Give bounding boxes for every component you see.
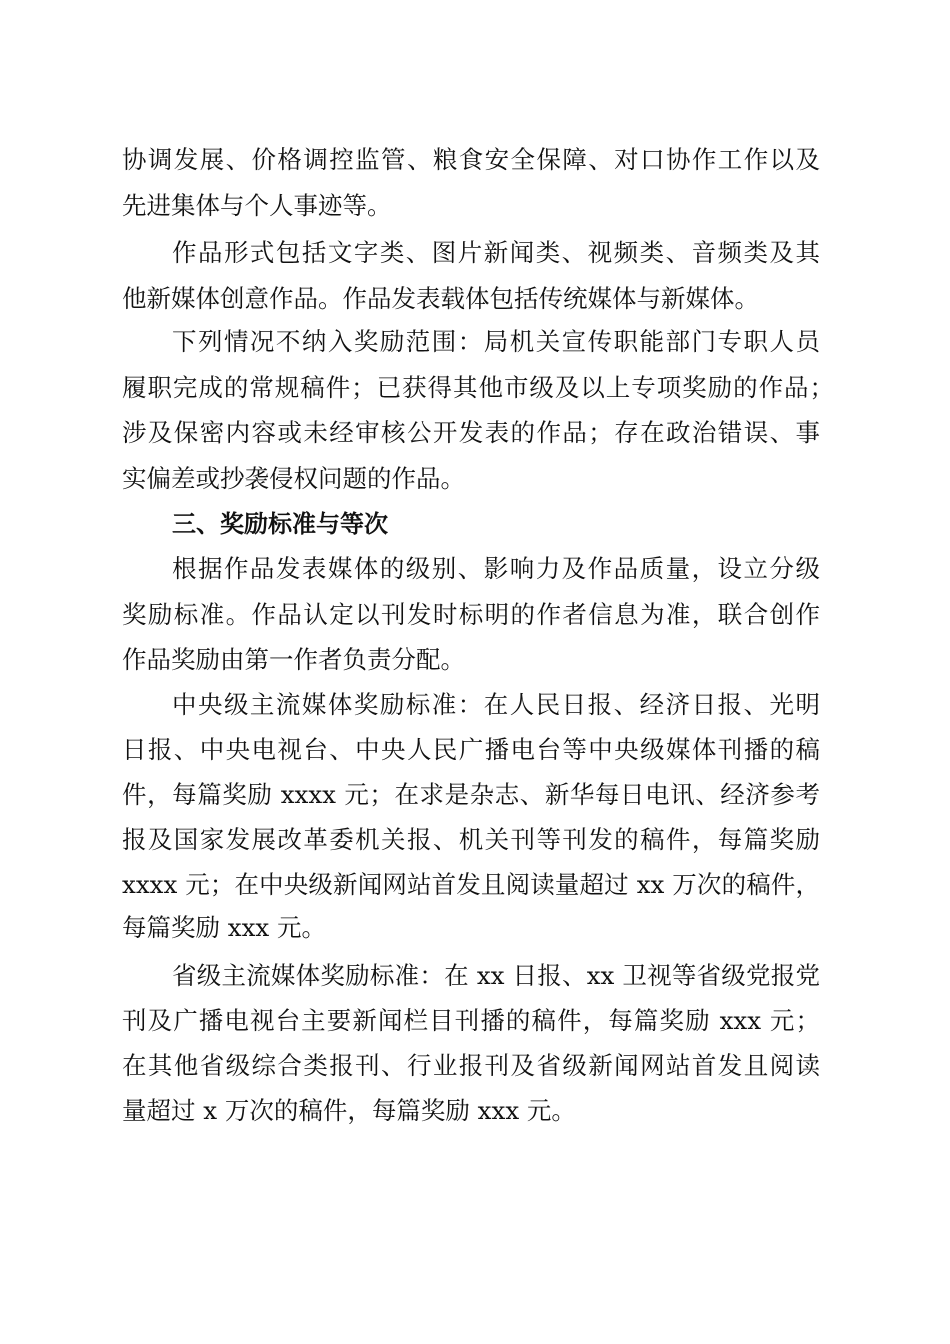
paragraph-line: 履职完成的常规稿件；已获得其他市级及以上专项奖励的作品； xyxy=(122,373,834,402)
paragraph-line: 他新媒体创意作品。作品发表载体包括传统媒体与新媒体。 xyxy=(122,284,759,313)
paragraph-line: 根据作品发表媒体的级别、影响力及作品质量，设立分级 xyxy=(172,554,820,583)
paragraph-line: 省级主流媒体奖励标准：在 xx 日报、xx 卫视等省级党报党 xyxy=(172,961,820,990)
paragraph-line: 先进集体与个人事迹等。 xyxy=(122,191,392,220)
paragraph-line: 中央级主流媒体奖励标准：在人民日报、经济日报、光明 xyxy=(172,690,820,719)
paragraph-line: 实偏差或抄袭侵权问题的作品。 xyxy=(122,464,465,493)
paragraph-line: 下列情况不纳入奖励范围：局机关宣传职能部门专职人员 xyxy=(172,327,820,356)
paragraph-line: 奖励标准。作品认定以刊发时标明的作者信息为准，联合创作 xyxy=(122,600,820,629)
section-heading: 三、奖励标准与等次 xyxy=(172,510,388,538)
paragraph-line: 每篇奖励 xxx 元。 xyxy=(122,913,327,942)
paragraph-line: 作品奖励由第一作者负责分配。 xyxy=(122,645,465,674)
paragraph-line: 刊及广播电视台主要新闻栏目刊播的稿件，每篇奖励 xxx 元； xyxy=(122,1006,820,1035)
paragraph-line: 协调发展、价格调控监管、粮食安全保障、对口协作工作以及 xyxy=(122,145,820,174)
paragraph-line: 作品形式包括文字类、图片新闻类、视频类、音频类及其 xyxy=(172,238,820,267)
paragraph-line: 件，每篇奖励 xxxx 元；在求是杂志、新华每日电讯、经济参考 xyxy=(122,780,820,809)
paragraph-line: 量超过 x 万次的稿件，每篇奖励 xxx 元。 xyxy=(122,1096,576,1125)
paragraph-line: 涉及保密内容或未经审核公开发表的作品；存在政治错误、事 xyxy=(122,418,820,447)
paragraph-line: xxxx 元；在中央级新闻网站首发且阅读量超过 xx 万次的稿件， xyxy=(122,870,820,899)
paragraph-line: 日报、中央电视台、中央人民广播电台等中央级媒体刊播的稿 xyxy=(122,735,820,764)
paragraph-line: 报及国家发展改革委机关报、机关刊等刊发的稿件，每篇奖励 xyxy=(122,825,820,854)
paragraph-line: 在其他省级综合类报刊、行业报刊及省级新闻网站首发且阅读 xyxy=(122,1051,820,1080)
